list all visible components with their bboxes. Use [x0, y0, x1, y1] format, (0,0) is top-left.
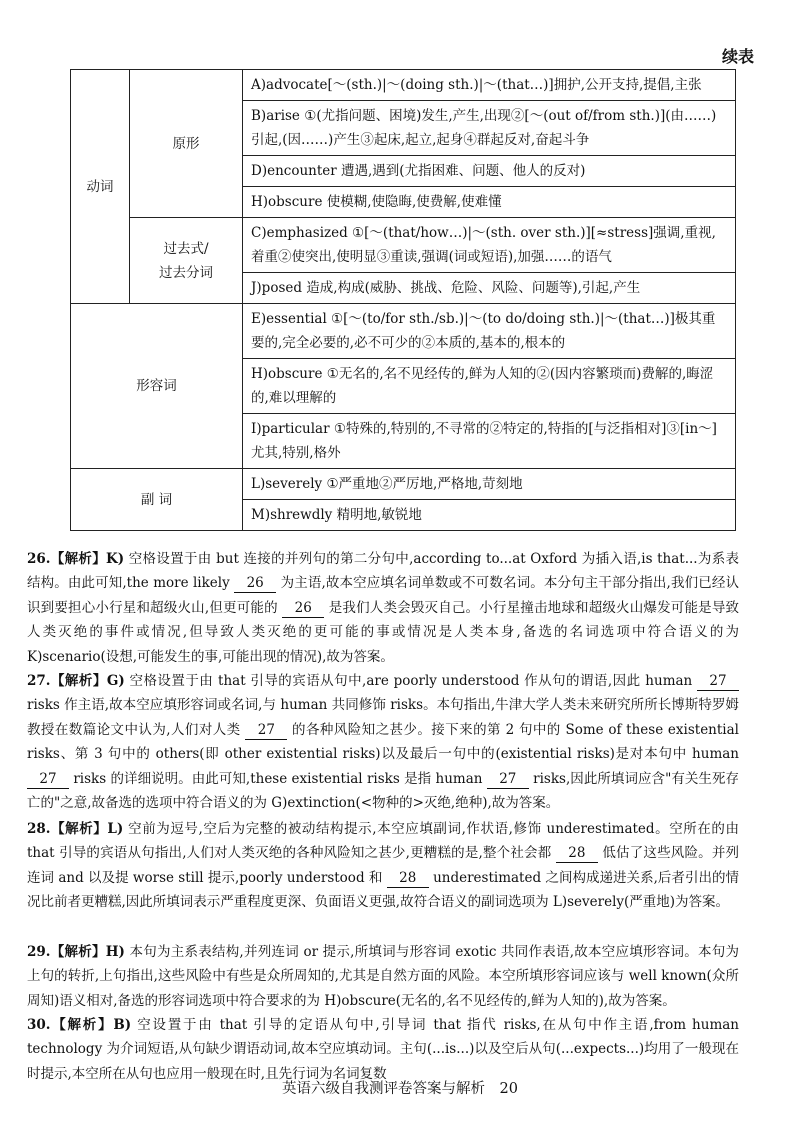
option-a-definition: A)advocate[～(sth.)|～(doing sth.)|～(that…)]拥护,公开支持,提倡,主张	[243, 70, 736, 101]
analysis-answer: L)	[107, 821, 124, 837]
analysis-text: 的各种风险知之甚少。接下来的第 2 句中的 Some of these existential risks、第 3 句中的 others(即 other existential risks)以及最后一句中的(existential risks)是对本句中 human	[27, 721, 739, 763]
analysis-28	[27, 817, 739, 915]
analysis-answer: K)	[106, 551, 125, 567]
analysis-text: 为主语,故本空应填名词单数或不可数名词。本分句主干部分指出,我们已经认识到要担心小行星和超级火山,但更可能的	[27, 575, 739, 616]
continued-label: 续表	[721, 47, 754, 66]
analysis-number: 29.	[27, 944, 51, 960]
answer-blank: 27	[245, 721, 287, 740]
analysis-tag: 【解析】	[50, 673, 107, 689]
answer-blank: 26	[282, 599, 324, 618]
analysis-answer: H)	[105, 944, 125, 960]
option-h-verb-definition: H)obscure 使模糊,使隐晦,使费解,使难懂	[243, 187, 736, 218]
option-e-definition: E)essential ①[～(to/for sth./sb.)|～(to do/doing sth.)|～(that…)]极其重要的,完全必要的,必不可少的②本质的,基本的,根本的	[243, 304, 736, 359]
option-m-definition: M)shrewdly 精明地,敏锐地	[243, 500, 736, 531]
analysis-answer: B)	[113, 1017, 132, 1033]
analysis-text: risks,因此所填词应含"有关生死存亡的"之意,故备选的选项中符合语义的为 G)extinction(<物种的>灭绝,绝种),故为答案。	[27, 770, 740, 812]
analysis-text: 空格设置于由 but 连接的并列句的第二分句中,according to...at Oxford 为插入语,is that...为系表结构。由此可知,the more likely	[27, 551, 739, 592]
analysis-number: 30.	[27, 1017, 51, 1033]
analysis-30	[27, 1013, 739, 1082]
analysis-tag: 【解析】	[50, 944, 106, 960]
analysis-number: 28.	[27, 821, 51, 837]
option-d-definition: D)encounter 遭遇,遇到(尤指困难、问题、他人的反对)	[243, 156, 736, 187]
analysis-text: 空前为逗号,空后为完整的被动结构提示,本空应填副词,作状语,修饰 underestimated。空所在的由 that 引导的宾语从句指出,人们对人类灭绝的各种风险知之甚少,更糟糕的是,整个社会都	[27, 821, 740, 862]
vocabulary-table	[70, 69, 736, 531]
analysis-text: 低估了这些风险。并列连词 and 以及提 worse still 提示,poorly understood 和	[27, 845, 740, 886]
analysis-text: 空格设置于由 that 引导的宾语从句中,are poorly understood 作从句的谓语,因此 human	[129, 673, 693, 689]
option-c-definition: C)emphasized ①[～(that/how…)|～(sth. over sth.)][≈stress]强调,重视,着重②使突出,使明显③重读,强调(词或短语),加强……的语气	[243, 218, 736, 273]
option-i-definition: I)particular ①特殊的,特别的,不寻常的②特定的,特指的[与泛指相对]③[in～]尤其,特别,格外	[243, 414, 736, 469]
analysis-text: risks 的详细说明。由此可知,these existential risks 是指 human	[73, 770, 483, 787]
analysis-27	[27, 669, 739, 815]
analysis-number: 27.	[27, 673, 51, 689]
form-cell-base: 原形	[130, 70, 243, 218]
answer-blank: 27	[27, 770, 69, 789]
pos-cell-adverb: 副 词	[71, 469, 243, 531]
analysis-answer: G)	[106, 673, 125, 689]
answer-blank: 26	[234, 574, 276, 593]
page-footer: 英语六级自我测评卷答案与解析 20	[282, 1081, 518, 1097]
analysis-tag: 【解析】	[50, 551, 107, 567]
option-b-definition: B)arise ①(尤指问题、困境)发生,产生,出现②[～(out of/from sth.)](由……)引起,(因……)产生③起床,起立,起身④群起反对,奋起斗争	[243, 101, 736, 156]
pos-cell-adjective: 形容词	[71, 304, 243, 469]
analysis-text: risks 作主语,故本空应填形容词或名词,与 human 共同修饰 risks。本句指出,牛津大学人类未来研究所所长博斯特罗姆教授在数篇论文中认为,人们对人类	[27, 697, 739, 738]
option-j-definition: J)posed 造成,构成(威胁、挑战、危险、风险、问题等),引起,产生	[243, 273, 736, 304]
analysis-tag: 【解析】	[50, 821, 108, 837]
option-h-adj-definition: H)obscure ①无名的,名不见经传的,鲜为人知的②(因内容繁琐而)费解的,晦涩的,难以理解的	[243, 359, 736, 414]
analysis-number: 26.	[27, 551, 51, 567]
analysis-text: underestimated 之间构成递进关系,后者引出的情况比前者更糟糕,因此所填词表示严重程度更深、负面语义更强,故符合语义的副词选项为 L)severely(严重地)为答案。	[27, 869, 740, 911]
analysis-text: 是我们人类会毁灭自己。小行星撞击地球和超级火山爆发可能是导致人类灭绝的事件或情况,但导致人类灭绝的更可能的事或情况是人类本身,备选的名词选项中符合语义的为 K)scenario(设想,可能发生的事,可能出现的情况),故为答案。	[27, 599, 740, 665]
answer-blank: 28	[556, 844, 598, 863]
option-l-definition: L)severely ①严重地②严厉地,严格地,苛刻地	[243, 469, 736, 500]
analysis-26	[27, 547, 739, 669]
form-past-line1: 过去式/	[163, 240, 209, 257]
analysis-29	[27, 940, 739, 1013]
analysis-text: 本句为主系表结构,并列连词 or 提示,所填词与形容词 exotic 共同作表语,故本空应填形容词。本句为上句的转折,上句指出,这些风险中有些是众所周知的,尤其是自然方面的风险。本空所填形容词应该与 well known(众所周知)语义相对,备选的形容词选项中符合要求的为 H)obscure(无名的,名不见经传的,鲜为人知的),故为答案。	[27, 944, 740, 1009]
form-cell-past	[130, 218, 243, 304]
pos-cell-verb: 动词	[71, 70, 130, 304]
analysis-tag: 【解析】	[50, 1017, 114, 1033]
analysis-text: 空设置于由 that 引导的定语从句中,引导词 that 指代 risks,在从句中作主语,from human technology 为介词短语,从句缺少谓语动词,故本空应填动词。主句(...is...)以及空后从句(...expects...)均用了一般现在时提示,本空所在从句也应用一般现在时,且先行词为名词复数	[27, 1017, 739, 1082]
answer-blank: 27	[697, 672, 739, 691]
answer-blank: 27	[487, 770, 529, 789]
answer-blank: 28	[387, 869, 429, 888]
form-past-line2: 过去分词	[159, 264, 213, 281]
